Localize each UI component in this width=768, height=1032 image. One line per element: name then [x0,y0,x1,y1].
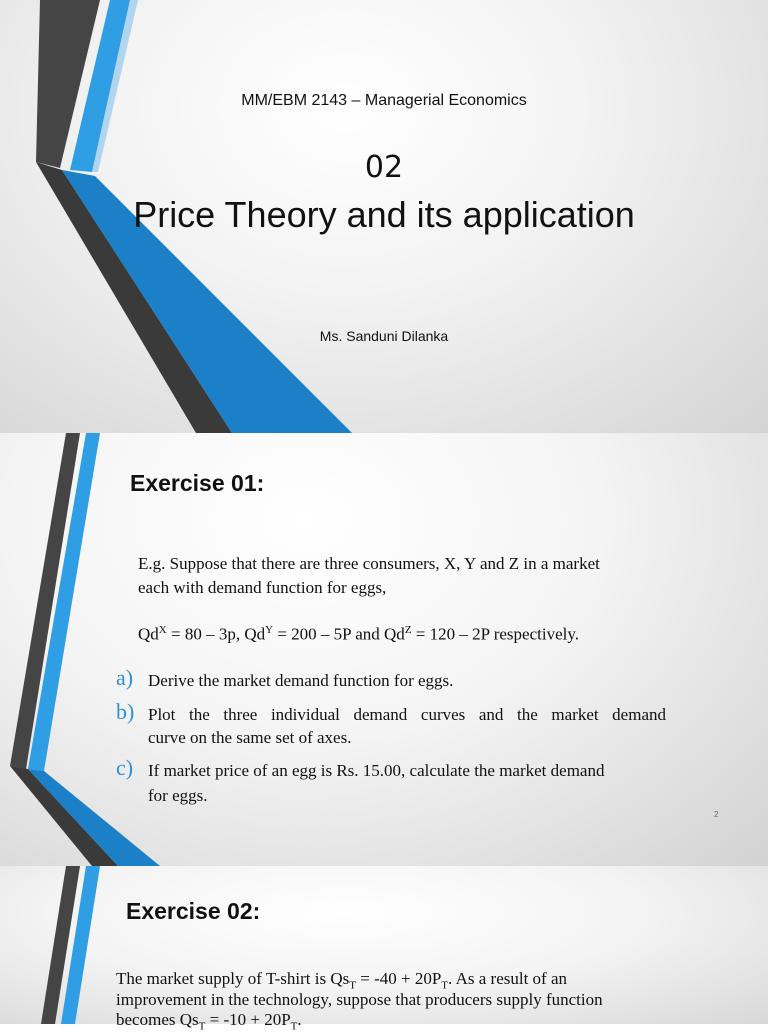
exercise-heading: Exercise 02: [126,898,261,924]
item-b-line-2: curve on the same set of axes. [148,728,352,747]
demand-equations [138,624,579,645]
supply-line-2: improvement in the technology, suppose that producers supply function [116,990,603,1009]
item-a-label: a) [116,665,134,690]
item-b-label: b) [116,699,135,724]
supply-text-a: The market supply of T-shirt is Qs [116,969,350,988]
author-name: Ms. Sanduni Dilanka [319,328,449,344]
slide-title [0,0,768,433]
supply-sub-t-1: T [349,979,356,992]
item-c-line-1: If market price of an egg is Rs. 15.00, calculate the market demand [148,761,605,780]
supply-text-e: = -10 + 20P [205,1010,291,1029]
supply-sub-t-4: T [290,1020,298,1032]
supply-text-d: becomes Qs [116,1010,199,1029]
eq-sup-x: X [158,624,167,636]
eq-qd-x: Qd [138,624,159,644]
item-c-label: c) [116,755,134,780]
intro-line-1: E.g. Suppose that there are three consumers, X, Y and Z in a market [138,554,600,573]
exercise-heading: Exercise 01: [130,470,265,496]
eq-rhs-y: = 200 – 5P and [273,624,385,644]
course-code: MM/EBM 2143 – Managerial Economics [241,92,527,109]
eq-qd-z: Qd [384,624,405,644]
eq-rhs-z: = 120 – 2P respectively. [411,624,579,644]
slide-exercise-01 [0,433,768,866]
slide-title-text: Price Theory and its application [133,194,635,235]
eq-rhs-x: = 80 – 3p, [166,624,245,644]
supply-text-c: . As a result of an [448,969,568,988]
eq-sup-y: Y [265,624,274,636]
eq-sup-z: Z [404,624,412,636]
item-b-line-1: Plot the three individual demand curves and the market demand [148,705,666,724]
slide-decoration [0,433,768,866]
page-number: 2 [714,810,719,819]
supply-line-3 [116,1010,302,1032]
supply-sub-t-2: T [441,979,449,992]
lecture-number: 02 [364,150,404,185]
supply-text-f: . [297,1010,302,1029]
slide-exercise-02 [0,866,768,1032]
supply-text-b: = -40 + 20P [356,969,442,988]
eq-qd-y: Qd [244,624,266,644]
supply-sub-t-3: T [198,1020,206,1032]
item-a-line-1: Derive the market demand function for eggs. [148,671,454,690]
supply-line-1 [116,969,652,991]
item-c-line-2: for eggs. [148,786,208,805]
intro-line-2: each with demand function for eggs, [138,578,387,597]
